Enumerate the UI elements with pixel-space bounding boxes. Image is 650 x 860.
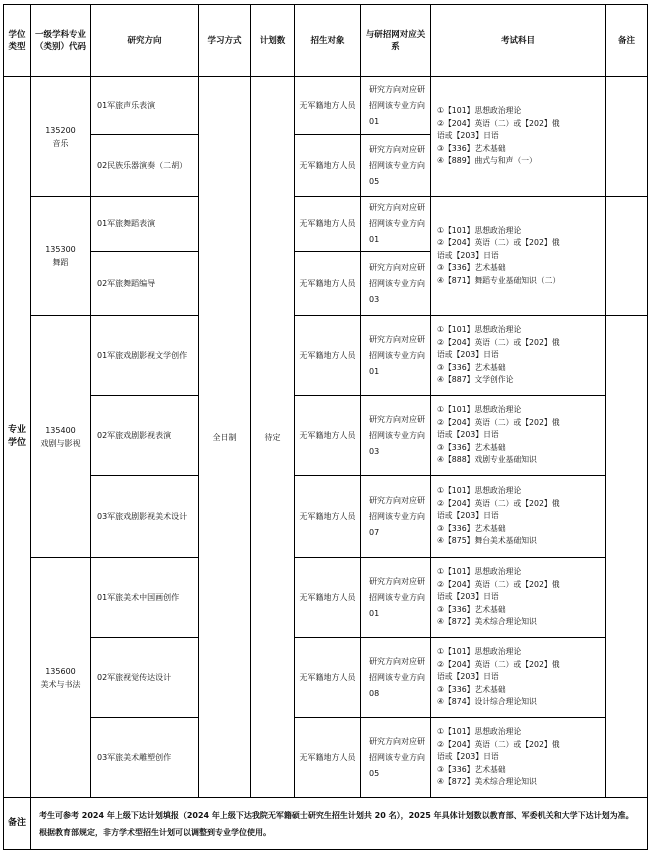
subject-line: 语或【203】日语 (437, 350, 499, 360)
relation-cell: 研究方向对应研招网该专业方向01 (361, 316, 431, 396)
subject-line: ④【874】设计综合理论知识 (437, 697, 537, 707)
degree-category-cell: 专业学位 (4, 77, 31, 798)
table-row (4, 77, 648, 135)
header-row (4, 5, 648, 77)
subject-line: ④【888】戏剧专业基础知识 (437, 455, 537, 465)
table-row (4, 197, 648, 252)
direction-cell: 01军旅戏剧影视文学创作 (91, 316, 199, 396)
remark-cell (606, 316, 648, 798)
subject-line: ③【336】艺术基础 (437, 684, 506, 694)
relation-cell: 研究方向对应研招网该专业方向03 (361, 396, 431, 476)
subject-line: 语或【203】日语 (437, 592, 499, 602)
major-cell (31, 77, 91, 197)
subject-line: ④【871】舞蹈专业基础知识（二） (437, 275, 561, 285)
footer-label: 备注 (4, 798, 31, 850)
subjects-cell (431, 476, 606, 558)
direction-cell: 01军旅声乐表演 (91, 77, 199, 135)
subject-line: 语或【203】日语 (437, 511, 499, 521)
direction-cell: 03军旅美术雕塑创作 (91, 718, 199, 798)
major-code: 135200 (45, 125, 76, 135)
remark-cell (606, 77, 648, 197)
subjects-cell (431, 197, 606, 316)
target-cell: 无军籍地方人员 (295, 558, 361, 638)
subject-line: ①【101】思想政治理论 (437, 567, 522, 577)
subject-line: ②【204】英语（二）或【202】俄 (437, 417, 560, 427)
subjects-cell (431, 396, 606, 476)
header-category: 学位类型 (4, 5, 31, 77)
major-cell (31, 316, 91, 558)
table-row (4, 476, 648, 558)
target-cell: 无军籍地方人员 (295, 197, 361, 252)
major-name: 音乐 (52, 138, 69, 148)
subjects-cell (431, 558, 606, 638)
subjects-cell (431, 718, 606, 798)
header-remark: 备注 (606, 5, 648, 77)
subject-line: ③【336】艺术基础 (437, 764, 506, 774)
subject-line: ②【204】英语（二）或【202】俄 (437, 739, 560, 749)
subject-line: ④【872】美术综合理论知识 (437, 617, 537, 627)
header-plan: 计划数 (251, 5, 295, 77)
subject-line: ②【204】英语（二）或【202】俄 (437, 238, 560, 248)
subject-line: ③【336】艺术基础 (437, 263, 506, 273)
footer-note: 考生可参考 2024 年上级下达计划填报（2024 年上级下达我院无军籍硕士研究生招生计划共 20 名），2025 年具体计划数以教育部、军委机关和大学下达计划为准。根据教育部规定，非方学术型招生计划可以调整到专业学位使用。 (31, 798, 648, 850)
major-cell (31, 197, 91, 316)
header-target: 招生对象 (295, 5, 361, 77)
subject-line: ④【875】舞台美术基础知识 (437, 536, 537, 546)
subject-line: 语或【203】日语 (437, 752, 499, 762)
major-name: 美术与书法 (40, 679, 81, 689)
direction-cell: 01军旅美术中国画创作 (91, 558, 199, 638)
major-cell (31, 558, 91, 798)
subjects-cell (431, 77, 606, 197)
subject-line: ③【336】艺术基础 (437, 523, 506, 533)
subject-line: 语或【203】日语 (437, 131, 499, 141)
subject-line: ①【101】思想政治理论 (437, 727, 522, 737)
header-relation: 与研招网对应关系 (361, 5, 431, 77)
subject-line: ①【101】思想政治理论 (437, 106, 522, 116)
subject-line: ②【204】英语（二）或【202】俄 (437, 498, 560, 508)
table-row (4, 638, 648, 718)
subject-line: ③【336】艺术基础 (437, 442, 506, 452)
footer-row (4, 798, 648, 850)
relation-cell: 研究方向对应研招网该专业方向01 (361, 197, 431, 252)
subject-line: ①【101】思想政治理论 (437, 647, 522, 657)
direction-cell: 02军旅舞蹈编导 (91, 252, 199, 316)
subject-line: ②【204】英语（二）或【202】俄 (437, 337, 560, 347)
subject-line: ①【101】思想政治理论 (437, 486, 522, 496)
relation-cell: 研究方向对应研招网该专业方向01 (361, 77, 431, 135)
direction-cell: 01军旅舞蹈表演 (91, 197, 199, 252)
direction-cell: 02军旅视觉传达设计 (91, 638, 199, 718)
relation-cell: 研究方向对应研招网该专业方向08 (361, 638, 431, 718)
subject-line: 语或【203】日语 (437, 672, 499, 682)
subject-line: ①【101】思想政治理论 (437, 225, 522, 235)
relation-cell: 研究方向对应研招网该专业方向01 (361, 558, 431, 638)
subject-line: ④【889】曲式与和声（一） (437, 156, 537, 166)
subject-line: ②【204】英语（二）或【202】俄 (437, 579, 560, 589)
direction-cell: 03军旅戏剧影视美术设计 (91, 476, 199, 558)
target-cell: 无军籍地方人员 (295, 718, 361, 798)
subject-line: ①【101】思想政治理论 (437, 325, 522, 335)
target-cell: 无军籍地方人员 (295, 135, 361, 197)
study-mode-cell: 全日制 (199, 77, 251, 798)
subject-line: ④【887】文学创作论 (437, 375, 514, 385)
direction-cell: 02军旅戏剧影视表演 (91, 396, 199, 476)
subjects-cell (431, 638, 606, 718)
major-code: 135400 (45, 425, 76, 435)
admission-table (3, 4, 648, 850)
remark-cell (606, 197, 648, 316)
header-direction: 研究方向 (91, 5, 199, 77)
relation-cell: 研究方向对应研招网该专业方向05 (361, 718, 431, 798)
table-row (4, 718, 648, 798)
subject-line: ②【204】英语（二）或【202】俄 (437, 118, 560, 128)
subject-line: ③【336】艺术基础 (437, 362, 506, 372)
major-name: 戏剧与影视 (40, 438, 81, 448)
table-row (4, 558, 648, 638)
target-cell: 无军籍地方人员 (295, 252, 361, 316)
major-name: 舞蹈 (52, 258, 69, 267)
subject-line: 语或【203】日语 (437, 250, 499, 260)
subject-line: ③【336】艺术基础 (437, 143, 506, 153)
subject-line: ①【101】思想政治理论 (437, 405, 522, 415)
target-cell: 无军籍地方人员 (295, 396, 361, 476)
relation-cell: 研究方向对应研招网该专业方向05 (361, 135, 431, 197)
subject-line: ②【204】英语（二）或【202】俄 (437, 659, 560, 669)
target-cell: 无军籍地方人员 (295, 316, 361, 396)
relation-cell: 研究方向对应研招网该专业方向07 (361, 476, 431, 558)
relation-cell: 研究方向对应研招网该专业方向03 (361, 252, 431, 316)
subjects-cell (431, 316, 606, 396)
header-subjects: 考试科目 (431, 5, 606, 77)
header-mode: 学习方式 (199, 5, 251, 77)
subject-line: 语或【203】日语 (437, 430, 499, 440)
header-major: 一级学科专业（类别）代码 (31, 5, 91, 77)
subject-line: ④【872】美术综合理论知识 (437, 777, 537, 787)
target-cell: 无军籍地方人员 (295, 638, 361, 718)
target-cell: 无军籍地方人员 (295, 77, 361, 135)
table-row (4, 316, 648, 396)
direction-cell: 02民族乐器演奏（二胡） (91, 135, 199, 197)
major-code: 135600 (45, 666, 76, 676)
table-row (4, 396, 648, 476)
plan-count-cell: 待定 (251, 77, 295, 798)
major-code: 135300 (45, 245, 76, 254)
target-cell: 无军籍地方人员 (295, 476, 361, 558)
subject-line: ③【336】艺术基础 (437, 604, 506, 614)
